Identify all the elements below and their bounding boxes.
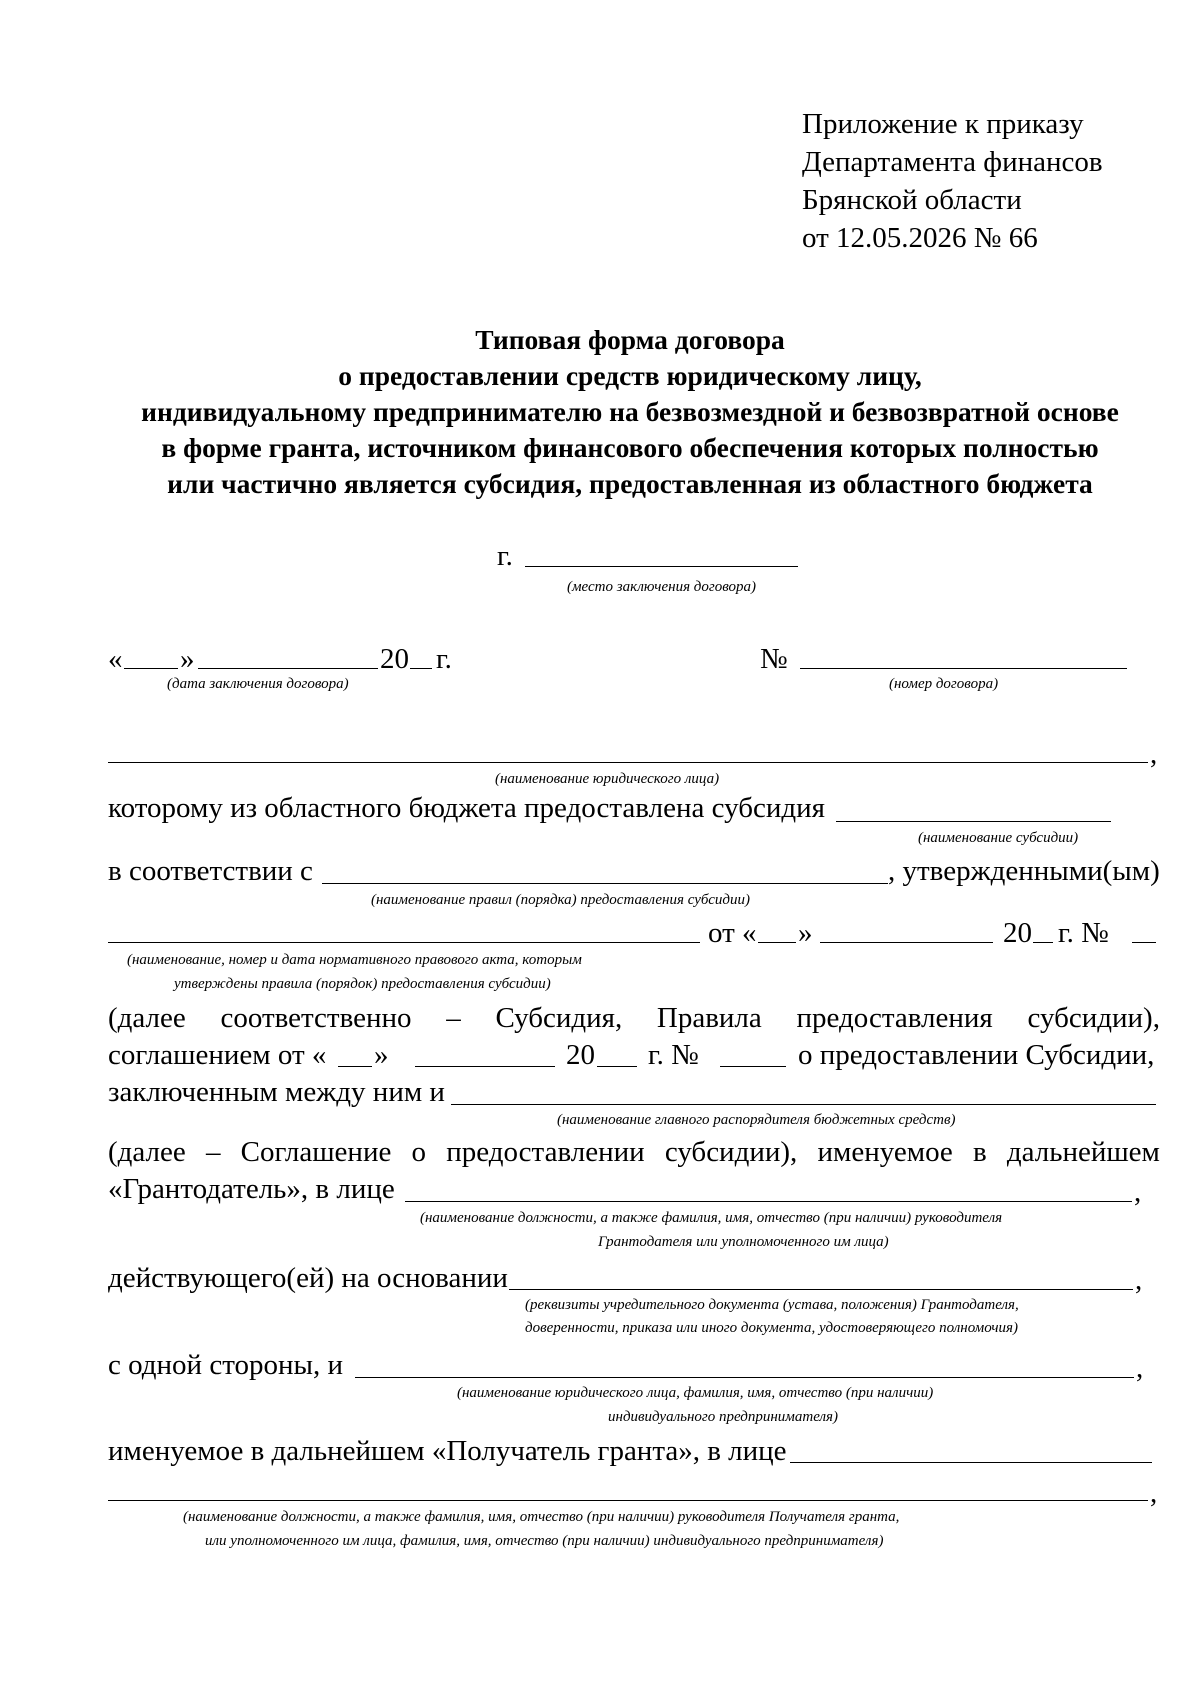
agreement-day-blank[interactable] bbox=[338, 1066, 372, 1067]
agreement-number-sign: г. № bbox=[648, 1039, 699, 1071]
rules-suffix: , утвержденными(ым) bbox=[888, 855, 1160, 887]
side-text: с одной стороны, и bbox=[108, 1349, 344, 1381]
subsidy-blank[interactable] bbox=[836, 821, 1111, 822]
word: предоставлении bbox=[446, 1136, 645, 1168]
legal-entity-hint: (наименование юридического лица) bbox=[495, 771, 720, 787]
date-year-blank[interactable] bbox=[410, 668, 432, 669]
recipient-comma: , bbox=[1150, 1477, 1158, 1509]
place-hint: (место заключения договора) bbox=[566, 579, 757, 595]
agreement-close-quote: » bbox=[374, 1039, 389, 1071]
basis-comma: , bbox=[1135, 1264, 1143, 1296]
grantor-text: «Грантодатель», в лице bbox=[108, 1173, 395, 1205]
subsidy-hint: (наименование субсидии) bbox=[918, 830, 1079, 846]
agreement-year-blank[interactable] bbox=[597, 1066, 637, 1067]
act-number-blank[interactable] bbox=[1132, 942, 1156, 943]
side-hint-line1: (наименование юридического лица, фамилия, имя, отчество (при наличии) bbox=[457, 1385, 934, 1401]
recipient-hint-line2: или уполномоченного им лица, фамилия, имя, отчество (при наличии) индивидуального предпринимателя) bbox=[205, 1533, 884, 1549]
act-hint-line2: утверждены правила (порядок) предоставления субсидии) bbox=[174, 976, 551, 992]
rules-hint: (наименование правил (порядка) предоставления субсидии) bbox=[371, 892, 751, 908]
concluded-text: заключенным между ним и bbox=[108, 1076, 445, 1108]
appendix-block bbox=[802, 105, 1103, 257]
appendix-line: Брянской области bbox=[802, 184, 1022, 216]
act-year-blank[interactable] bbox=[1033, 942, 1053, 943]
grantor-comma: , bbox=[1134, 1176, 1142, 1208]
word: Соглашение bbox=[240, 1136, 392, 1168]
word: субсидии), bbox=[1027, 1002, 1160, 1034]
act-day-blank[interactable] bbox=[758, 942, 796, 943]
date-hint: (дата заключения договора) bbox=[167, 676, 349, 692]
date-open-quote: « bbox=[108, 643, 123, 675]
act-name-blank[interactable] bbox=[108, 942, 700, 943]
side-comma: , bbox=[1136, 1352, 1144, 1384]
word: предоставления bbox=[796, 1002, 993, 1034]
named-line bbox=[108, 1136, 1160, 1169]
grantor-hint-line2: Грантодателя или уполномоченного им лица) bbox=[598, 1234, 889, 1250]
side-blank[interactable] bbox=[355, 1377, 1134, 1378]
word: (далее bbox=[108, 1002, 186, 1034]
title-line: в форме гранта, источником финансового обеспечения которых полностью bbox=[161, 432, 1099, 463]
appendix-line: от 12.05.2026 № 66 bbox=[802, 222, 1038, 254]
act-number-sign: г. № bbox=[1058, 917, 1109, 949]
grantor-hint-line1: (наименование должности, а также фамилия, имя, отчество (при наличии) руководителя bbox=[420, 1210, 1003, 1226]
act-month-blank[interactable] bbox=[820, 942, 993, 943]
title-line: или частично является субсидия, предоставленная из областного бюджета bbox=[167, 468, 1093, 499]
agreement-number-blank[interactable] bbox=[720, 1066, 786, 1067]
legal-entity-comma: , bbox=[1150, 738, 1158, 770]
place-blank[interactable] bbox=[525, 566, 798, 567]
number-hint: (номер договора) bbox=[889, 676, 999, 692]
recipient-blank-2[interactable] bbox=[108, 1500, 1148, 1501]
word: дальнейшем bbox=[1006, 1136, 1160, 1168]
word: Субсидия, bbox=[495, 1002, 623, 1034]
date-century: 20 bbox=[380, 643, 409, 675]
word: о bbox=[411, 1136, 427, 1168]
act-from: от « bbox=[708, 917, 757, 949]
word: (далее bbox=[108, 1136, 186, 1168]
further-line bbox=[108, 1002, 1160, 1035]
word: именуемое bbox=[817, 1136, 953, 1168]
agreement-suffix: о предоставлении Субсидии, bbox=[798, 1039, 1155, 1071]
subsidy-text: которому из областного бюджета предоставлена субсидия bbox=[108, 792, 825, 824]
appendix-line: Департамента финансов bbox=[802, 146, 1103, 178]
agreement-century: 20 bbox=[566, 1039, 595, 1071]
word: – bbox=[205, 1136, 221, 1168]
date-month-blank[interactable] bbox=[198, 668, 378, 669]
rules-blank[interactable] bbox=[322, 883, 888, 884]
word: – bbox=[446, 1002, 461, 1034]
concluded-blank[interactable] bbox=[451, 1104, 1156, 1105]
number-blank[interactable] bbox=[800, 668, 1127, 669]
act-hint-line1: (наименование, номер и дата нормативного правового акта, которым bbox=[127, 952, 582, 968]
side-hint-line2: индивидуального предпринимателя) bbox=[608, 1409, 839, 1425]
basis-hint-line1: (реквизиты учредительного документа (устава, положения) Грантодателя, bbox=[525, 1297, 1019, 1313]
word: соответственно bbox=[220, 1002, 412, 1034]
word: Правила bbox=[656, 1002, 762, 1034]
recipient-blank-1[interactable] bbox=[790, 1462, 1152, 1463]
concluded-hint: (наименование главного распорядителя бюджетных средств) bbox=[557, 1112, 956, 1128]
document-title bbox=[100, 322, 1160, 502]
agreement-prefix: соглашением от « bbox=[108, 1039, 327, 1071]
date-year-suffix: г. bbox=[436, 643, 452, 675]
title-line: о предоставлении средств юридическому лицу, bbox=[338, 360, 922, 391]
date-close-quote: » bbox=[180, 643, 195, 675]
rules-prefix: в соответствии с bbox=[108, 855, 313, 887]
basis-hint-line2: доверенности, приказа или иного документа, удостоверяющего полномочия) bbox=[525, 1320, 1018, 1336]
word: субсидии), bbox=[664, 1136, 798, 1168]
act-close-quote: » bbox=[798, 917, 813, 949]
number-sign: № bbox=[760, 643, 788, 675]
place-prefix: г. bbox=[497, 540, 513, 572]
agreement-month-blank[interactable] bbox=[415, 1066, 555, 1067]
recipient-hint-line1: (наименование должности, а также фамилия, имя, отчество (при наличии) руководителя Получателя гранта, bbox=[183, 1509, 900, 1525]
basis-blank[interactable] bbox=[509, 1289, 1133, 1290]
basis-text: действующего(ей) на основании bbox=[108, 1262, 508, 1294]
word: в bbox=[972, 1136, 987, 1168]
legal-entity-blank[interactable] bbox=[108, 762, 1148, 763]
title-line: индивидуальному предпринимателю на безвозмездной и безвозвратной основе bbox=[141, 396, 1119, 427]
grantor-blank[interactable] bbox=[405, 1201, 1132, 1202]
act-century: 20 bbox=[1003, 917, 1032, 949]
recipient-text: именуемое в дальнейшем «Получатель гранта», в лице bbox=[108, 1435, 787, 1467]
title-line: Типовая форма договора bbox=[475, 324, 785, 355]
date-day-blank[interactable] bbox=[124, 668, 178, 669]
appendix-line: Приложение к приказу bbox=[802, 108, 1084, 140]
